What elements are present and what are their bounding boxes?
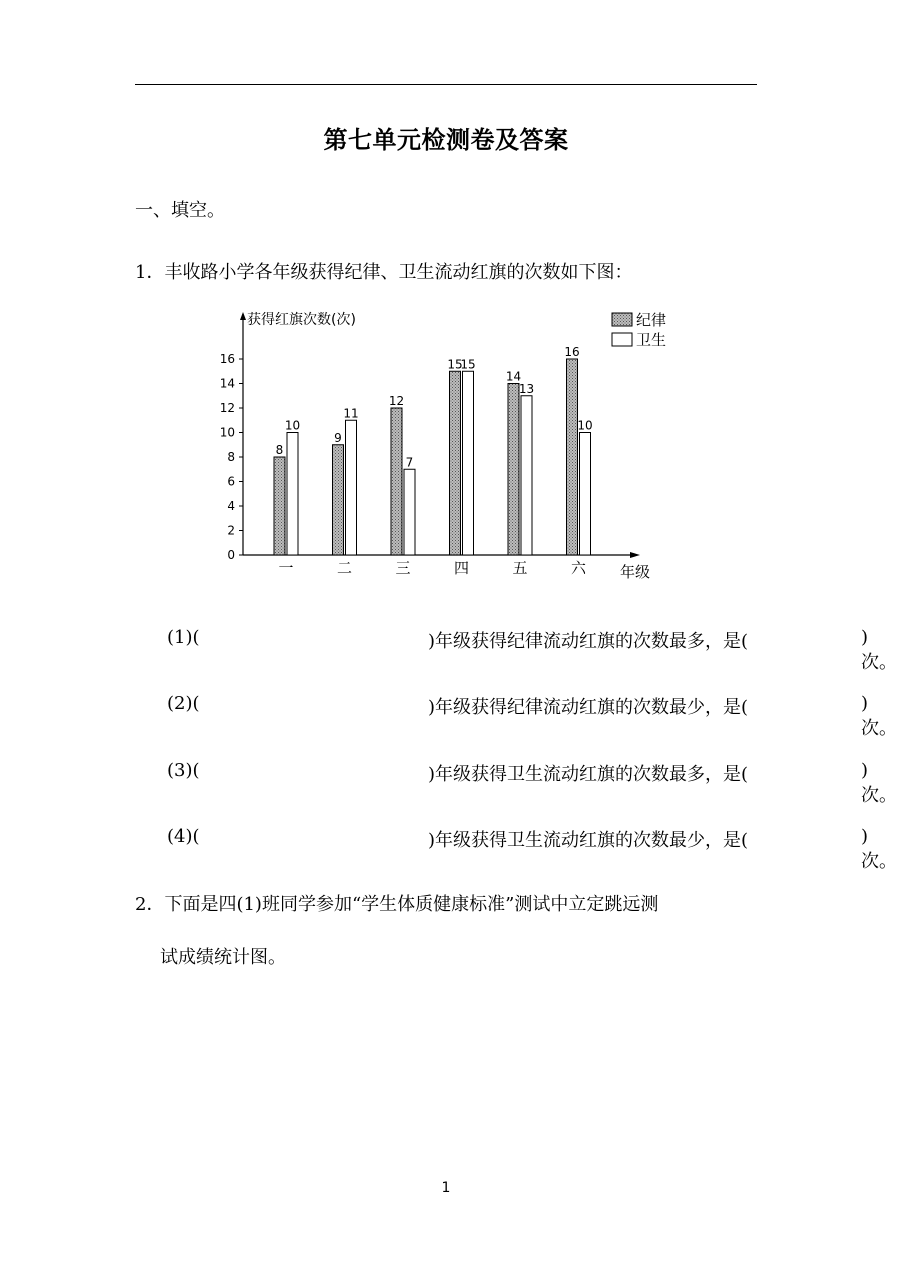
x-tick-label: 六 xyxy=(570,559,587,577)
y-tick-label: 12 xyxy=(219,401,235,415)
y-tick-label: 4 xyxy=(227,499,235,513)
bar-value-label: 12 xyxy=(388,394,405,408)
y-tick-label: 14 xyxy=(219,376,235,391)
x-axis-label: 年级 xyxy=(620,563,651,581)
bar-卫生 xyxy=(346,420,357,555)
section-heading: 一、填空。 xyxy=(135,200,225,221)
sub-question-tail: )次。 xyxy=(861,693,897,739)
bar-value-label: 15 xyxy=(447,357,463,372)
bar-value-label: 7 xyxy=(405,455,414,470)
bar-value-label: 14 xyxy=(505,369,522,384)
sub-question-tail: )次。 xyxy=(861,826,897,872)
question-2-line-1: 2．下面是四(1)班同学参加“学生体质健康标准”测试中立定跳远测 xyxy=(135,894,659,915)
bar-value-label: 15 xyxy=(460,357,476,372)
y-tick-label: 0 xyxy=(227,548,235,562)
y-axis-label: 获得红旗次数(次) xyxy=(247,312,356,328)
sub-question-number: (3)( xyxy=(167,760,200,781)
bar-纪律 xyxy=(391,408,402,555)
legend-swatch-纪律 xyxy=(612,313,632,326)
bar-chart xyxy=(200,300,680,590)
sub-question-number: (2)( xyxy=(167,693,200,714)
legend-swatch-卫生 xyxy=(612,333,632,346)
sub-question-1 xyxy=(167,627,897,673)
y-axis-arrow xyxy=(240,312,246,320)
page-title: 第七单元检测卷及答案 xyxy=(323,126,569,154)
sub-question-number: (1)( xyxy=(167,627,200,648)
top-rule xyxy=(135,84,757,85)
x-tick-label: 一 xyxy=(278,559,294,577)
bar-卫生 xyxy=(404,469,415,555)
bar-value-label: 16 xyxy=(564,345,580,359)
page-number: 1 xyxy=(441,1180,451,1196)
bar-value-label: 13 xyxy=(518,381,535,396)
bar-纪律 xyxy=(333,445,344,555)
question-2-line-2: 试成绩统计图。 xyxy=(160,947,286,968)
y-tick-label: 10 xyxy=(219,425,235,440)
y-tick-label: 2 xyxy=(227,523,235,538)
bar-纪律 xyxy=(274,457,285,555)
y-tick-label: 8 xyxy=(227,450,235,464)
y-tick-label: 6 xyxy=(227,474,235,489)
bar-纪律 xyxy=(508,384,519,556)
sub-question-number: (4)( xyxy=(167,826,200,847)
bar-卫生 xyxy=(521,396,532,555)
sub-question-3 xyxy=(167,760,897,806)
bar-value-label: 10 xyxy=(577,418,593,433)
sub-question-4 xyxy=(167,826,897,872)
sub-question-text: )年级获得纪律流动红旗的次数最多，是( xyxy=(428,631,749,652)
x-tick-label: 二 xyxy=(336,559,353,577)
sub-question-2 xyxy=(167,693,897,739)
sub-question-tail: )次。 xyxy=(861,760,897,806)
bar-纪律 xyxy=(450,371,461,555)
sub-question-text: )年级获得纪律流动红旗的次数最少，是( xyxy=(428,697,749,718)
question-1-stem: 1．丰收路小学各年级获得纪律、卫生流动红旗的次数如下图： xyxy=(135,262,633,283)
bar-value-label: 9 xyxy=(334,430,342,445)
bar-value-label: 11 xyxy=(343,406,359,421)
sub-question-text: )年级获得卫生流动红旗的次数最少，是( xyxy=(428,830,749,851)
y-tick-label: 16 xyxy=(219,352,235,366)
x-tick-label: 五 xyxy=(512,559,528,577)
legend-label: 纪律 xyxy=(636,311,667,329)
sub-question-tail: )次。 xyxy=(861,627,897,673)
x-axis-arrow xyxy=(630,552,640,558)
bar-纪律 xyxy=(567,359,578,555)
bar-value-label: 10 xyxy=(284,418,301,433)
bar-卫生 xyxy=(287,433,298,556)
bar-value-label: 8 xyxy=(275,443,284,457)
x-tick-label: 四 xyxy=(453,559,470,577)
x-tick-label: 三 xyxy=(395,559,411,577)
legend-label: 卫生 xyxy=(636,331,667,349)
sub-question-text: )年级获得卫生流动红旗的次数最多，是( xyxy=(428,764,749,785)
bar-卫生 xyxy=(580,433,591,556)
bar-卫生 xyxy=(463,371,474,555)
